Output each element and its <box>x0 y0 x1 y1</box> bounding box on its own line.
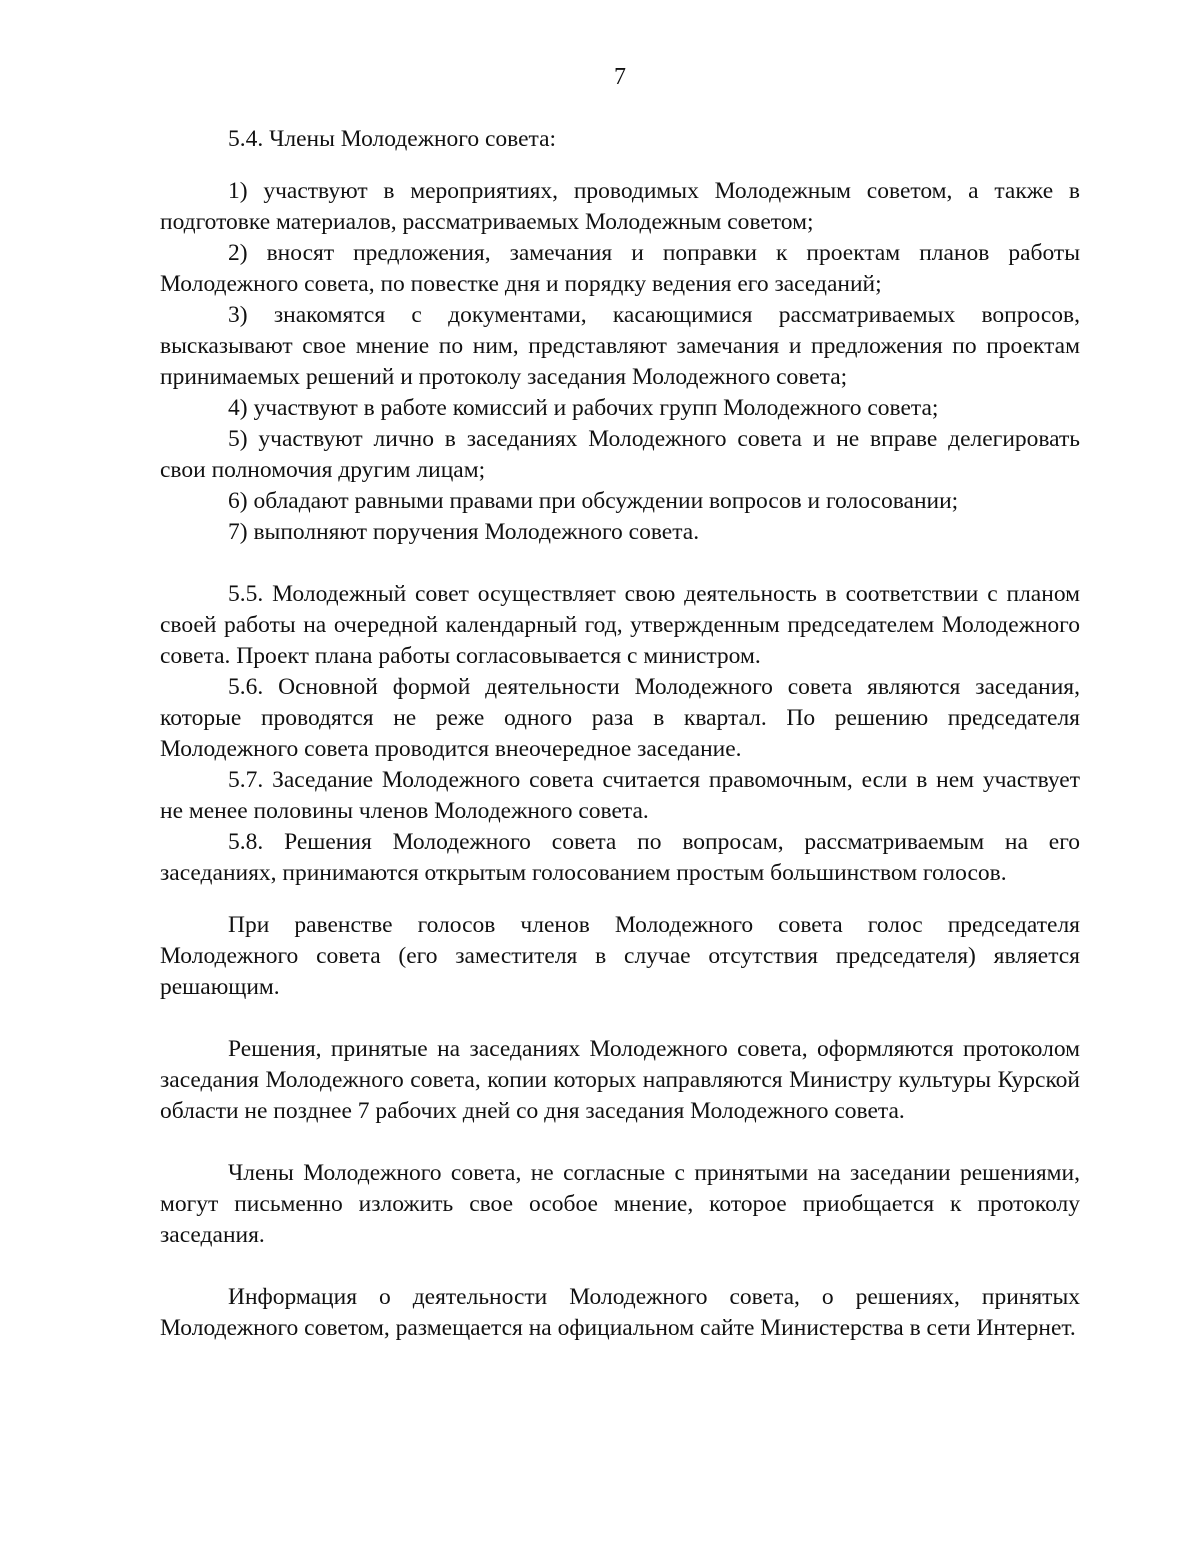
section-5-7-paragraph: 5.7. Заседание Молодежного совета считается правомочным, если в нем участвует не менее половины членов Молодежного совета. <box>160 767 1080 824</box>
section-5-5-paragraph: 5.5. Молодежный совет осуществляет свою деятельность в соответствии с планом своей работы на очередной календарный год, утвержденным председателем Молодежного совета. Проект плана работы согласовывается с министром. <box>160 581 1080 669</box>
section-5-6-paragraph: 5.6. Основной формой деятельности Молодежного совета являются заседания, которые проводятся не реже одного раза в квартал. По решению председателя Молодежного совета проводится внеочередное заседание. <box>160 674 1080 762</box>
section-5-4-heading: 5.4. Члены Молодежного совета: <box>228 126 557 152</box>
document-body <box>160 124 1080 1344</box>
dissent-paragraph: Члены Молодежного совета, не согласные с принятыми на заседании решениями, могут письменно изложить свое особое мнение, которое приобщается к протоколу заседания. <box>160 1160 1080 1248</box>
list-item: 5) участвуют лично в заседаниях Молодежного совета и не вправе делегировать свои полномочия другим лицам; <box>160 426 1080 483</box>
list-item: 3) знакомятся с документами, касающимися рассматриваемых вопросов, высказывают свое мнение по ним, представляют замечания и предложения по проектам принимаемых решений и протоколу заседания Молодежного совета; <box>160 302 1080 390</box>
section-5-8-paragraph: 5.8. Решения Молодежного совета по вопросам, рассматриваемым на его заседаниях, принимаются открытым голосованием простым большинством голосов. <box>160 829 1080 886</box>
list-item: 2) вносят предложения, замечания и поправки к проектам планов работы Молодежного совета, по повестке дня и порядку ведения его заседаний; <box>160 240 1080 297</box>
list-item: 4) участвуют в работе комиссий и рабочих групп Молодежного совета; <box>228 395 939 421</box>
decisions-protocol-paragraph: Решения, принятые на заседаниях Молодежного совета, оформляются протоколом заседания Молодежного совета, копии которых направляются Министру культуры Курской области не позднее 7 рабочих дней со дня заседания Молодежного совета. <box>160 1036 1080 1124</box>
page-number: 7 <box>614 64 626 90</box>
tie-vote-paragraph: При равенстве голосов членов Молодежного совета голос председателя Молодежного совета (его заместителя в случае отсутствия председателя) является решающим. <box>160 912 1080 1000</box>
members-duties-list <box>160 176 1080 548</box>
list-item: 1) участвуют в мероприятиях, проводимых Молодежным советом, а также в подготовке материалов, рассматриваемых Молодежным советом; <box>160 178 1080 235</box>
list-item: 7) выполняют поручения Молодежного совета. <box>228 519 700 545</box>
information-paragraph: Информация о деятельности Молодежного совета, о решениях, принятых Молодежного советом, размещается на официальном сайте Министерства в сети Интернет. <box>160 1284 1080 1341</box>
list-item: 6) обладают равными правами при обсуждении вопросов и голосовании; <box>228 488 959 514</box>
